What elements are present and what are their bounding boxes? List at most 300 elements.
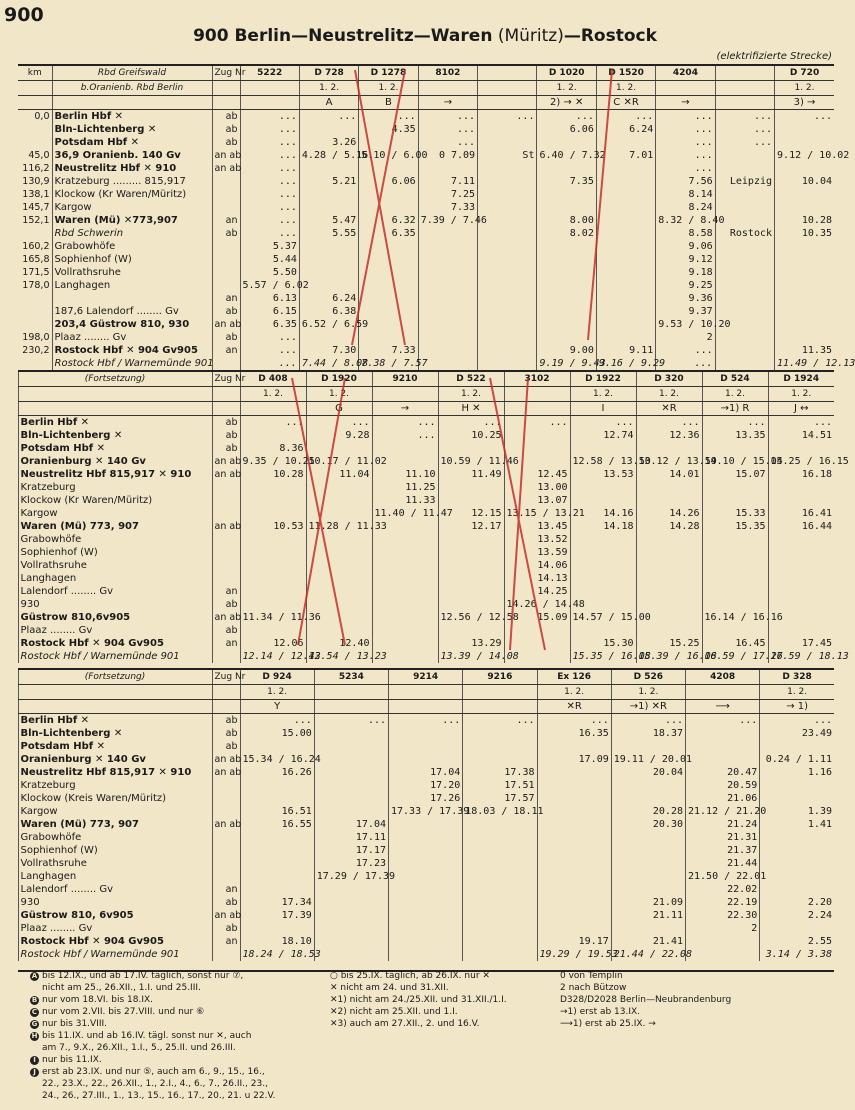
time-cell	[760, 844, 834, 857]
time-cell	[478, 201, 537, 214]
time-cell: ...	[611, 714, 685, 728]
time-cell	[537, 240, 596, 253]
time-cell: 17.17	[314, 844, 388, 857]
time-cell: 9.11	[596, 344, 655, 357]
timetable-row	[18, 598, 834, 611]
time-cell: 13.29	[438, 637, 504, 650]
train-number: D 1924	[768, 372, 834, 387]
time-cell: ...	[372, 416, 438, 430]
time-cell: 17.09	[537, 753, 611, 766]
arr-dep-label: an ab	[212, 318, 240, 331]
time-cell: 13.15 / 13.21	[504, 507, 570, 520]
station-name: Sophienhof (W)	[52, 253, 212, 266]
time-cell: 17.51	[463, 779, 537, 792]
station-name: Kargow	[52, 201, 212, 214]
time-cell	[478, 123, 537, 136]
time-cell: ...	[715, 123, 774, 136]
time-cell	[760, 922, 834, 935]
footnote-line	[560, 1018, 731, 1030]
footnote-text: ✕3) auch am 27.XII., 2. und 16.V.	[330, 1019, 480, 1029]
train-symbol: B	[359, 96, 418, 110]
arr-dep-label: ab	[212, 136, 240, 149]
train-class: 1. 2.	[596, 81, 655, 96]
time-cell	[702, 481, 768, 494]
time-cell	[686, 740, 760, 753]
arr-dep-label: an	[212, 344, 240, 357]
time-cell	[372, 442, 438, 455]
time-cell: 9.12	[656, 253, 715, 266]
time-cell	[715, 149, 774, 162]
time-cell: 10.25	[438, 429, 504, 442]
time-cell	[299, 240, 358, 253]
time-cell	[775, 188, 834, 201]
time-cell: 14.25	[504, 585, 570, 598]
time-cell: 13.12 / 13.59	[636, 455, 702, 468]
train-symbol: →	[372, 402, 438, 416]
station-name: Neustrelitz Hbf 815,917 ✕ 910	[18, 766, 212, 779]
time-cell: ...	[656, 136, 715, 149]
train-symbol: → 1)	[760, 700, 834, 714]
time-cell	[438, 585, 504, 598]
train-class: 1. 2.	[306, 387, 372, 402]
time-cell: 15.09	[504, 611, 570, 624]
station-name: Potsdam Hbf ✕	[18, 740, 212, 753]
time-cell: 21.31	[686, 831, 760, 844]
km-value	[18, 305, 52, 318]
time-cell: 16.59 / 17.26	[702, 650, 768, 663]
arr-dep-label	[212, 507, 240, 520]
timetable-row	[18, 429, 834, 442]
station-name: Rostock Hbf / Warnemünde 901	[18, 948, 212, 961]
time-cell	[760, 857, 834, 870]
km-value: 45,0	[28, 150, 50, 161]
station-name: Bln-Lichtenberg ✕	[52, 123, 212, 136]
time-cell	[537, 818, 611, 831]
arr-dep-label	[212, 792, 240, 805]
train-symbol: Y	[240, 700, 314, 714]
page-title	[0, 26, 850, 46]
station-name: Kargow	[18, 507, 212, 520]
time-cell: 22.02	[686, 883, 760, 896]
train-number: D 728	[299, 66, 358, 81]
timetable-row	[18, 507, 834, 520]
time-cell: 14.13	[504, 572, 570, 585]
time-cell	[715, 331, 774, 344]
time-cell: 6.40 / 7.32	[537, 149, 596, 162]
arr-dep-label: ab	[212, 123, 240, 136]
time-cell: 12.17	[438, 520, 504, 533]
time-cell	[596, 227, 655, 240]
time-cell: 11.49	[438, 468, 504, 481]
timetable-row	[18, 175, 834, 188]
time-cell: 6.24	[299, 292, 358, 305]
time-cell: Leipzig	[715, 175, 774, 188]
time-cell: 5.21	[299, 175, 358, 188]
time-cell	[418, 318, 477, 331]
footnote-line	[330, 1006, 507, 1018]
timetable-row	[18, 870, 834, 883]
station-name: Grabowhöfe	[52, 240, 212, 253]
time-cell: 17.33 / 17.39	[389, 805, 463, 818]
time-cell	[611, 831, 685, 844]
footnote-line	[330, 970, 507, 982]
footnote-line	[30, 1042, 275, 1054]
footnote-line	[330, 982, 507, 994]
time-cell: 21.41	[611, 935, 685, 948]
time-cell: 2.55	[760, 935, 834, 948]
arr-dep-label	[212, 175, 240, 188]
station-name: Waren (Mü) ✕773,907	[52, 214, 212, 227]
zug-label: Zug Nr	[212, 670, 240, 685]
time-cell	[702, 598, 768, 611]
station-cell	[18, 402, 212, 416]
time-cell: 21.24	[686, 818, 760, 831]
time-cell	[775, 201, 834, 214]
footnote-mark: C	[31, 1008, 38, 1016]
time-cell	[359, 240, 418, 253]
time-cell: ...	[478, 110, 537, 124]
time-cell: 0.24 / 1.11	[760, 753, 834, 766]
time-cell: 10.53	[240, 520, 306, 533]
train-symbol: ✕R	[537, 700, 611, 714]
section-header-left2	[18, 387, 212, 402]
timetable-row	[18, 883, 834, 896]
time-cell	[463, 948, 537, 961]
time-cell	[359, 292, 418, 305]
arr-dep-label: ab	[212, 110, 240, 124]
time-cell	[389, 857, 463, 870]
station-name: Grabowhöfe	[18, 533, 212, 546]
time-cell: 6.06	[537, 123, 596, 136]
time-cell	[504, 442, 570, 455]
time-cell	[389, 753, 463, 766]
station-name: Grabowhöfe	[18, 831, 212, 844]
footnote-text: 22., 23.X., 22., 26.XII., 1., 2.I., 4., 6., 7., 26.II., 23.,	[42, 1079, 268, 1089]
time-cell	[418, 292, 477, 305]
time-cell	[359, 266, 418, 279]
time-cell	[359, 188, 418, 201]
spacer-cell	[212, 685, 240, 700]
time-cell: ...	[463, 714, 537, 728]
train-symbol: →	[656, 96, 715, 110]
time-cell	[768, 572, 834, 585]
station-name: Neustrelitz Hbf ✕ 910	[52, 162, 212, 175]
time-cell	[702, 572, 768, 585]
time-cell	[314, 948, 388, 961]
train-number: D 1278	[359, 66, 418, 81]
time-cell	[775, 240, 834, 253]
time-cell	[686, 948, 760, 961]
train-class: 1. 2.	[702, 387, 768, 402]
time-cell: 13.35	[702, 429, 768, 442]
time-cell	[715, 344, 774, 357]
station-name: Berlin Hbf ✕	[52, 110, 212, 124]
station-name: Kratzeburg ......... 815,917	[52, 175, 212, 188]
time-cell: 9.53 / 10.20	[656, 318, 715, 331]
time-cell	[299, 123, 358, 136]
timetable-row	[18, 637, 834, 650]
station-name: Langhagen	[18, 870, 212, 883]
train-class	[389, 685, 463, 700]
time-cell: 8.24	[656, 201, 715, 214]
time-cell	[596, 162, 655, 175]
station-name: Vollrathsruhe	[18, 857, 212, 870]
time-cell: 11.40 / 11.47	[372, 507, 438, 520]
time-cell	[463, 935, 537, 948]
time-cell: 6.13	[240, 292, 299, 305]
station-name: Berlin Hbf ✕	[18, 714, 212, 728]
time-cell: ...	[240, 110, 299, 124]
time-cell: 17.57	[463, 792, 537, 805]
time-cell	[463, 844, 537, 857]
symbol-row	[18, 700, 834, 714]
footnote-line	[560, 982, 731, 994]
footnote-text: nur bis 31.VIII.	[42, 1019, 108, 1029]
time-cell	[686, 753, 760, 766]
time-cell	[537, 266, 596, 279]
time-cell	[240, 844, 314, 857]
time-cell	[702, 585, 768, 598]
station-name: Sophienhof (W)	[18, 844, 212, 857]
time-cell: 8.02	[537, 227, 596, 240]
train-class: 1. 2.	[768, 387, 834, 402]
train-number: D 522	[438, 372, 504, 387]
time-cell: ...	[760, 714, 834, 728]
time-cell	[596, 136, 655, 149]
arr-dep-label	[212, 481, 240, 494]
train-number: 9210	[372, 372, 438, 387]
time-cell	[359, 253, 418, 266]
time-cell: 17.04	[389, 766, 463, 779]
train-number-row	[18, 66, 834, 81]
time-cell: ...	[656, 162, 715, 175]
footnote-text: ○ bis 25.IX. täglich, ab 26.IX. nur ✕	[330, 971, 490, 981]
time-cell	[478, 188, 537, 201]
arr-dep-label	[212, 805, 240, 818]
time-cell	[389, 818, 463, 831]
timetable-row	[18, 909, 834, 922]
time-cell: 15.35 / 16.08	[570, 650, 636, 663]
timetable-2	[18, 372, 849, 663]
class-row	[18, 387, 834, 402]
footnote-text: 2 nach Bützow	[560, 983, 627, 993]
train-class	[314, 685, 388, 700]
train-number: D 720	[775, 66, 834, 81]
train-number: D 408	[240, 372, 306, 387]
timetable-row	[18, 533, 834, 546]
timetable-row	[18, 753, 834, 766]
train-number: D 524	[702, 372, 768, 387]
time-cell: 21.37	[686, 844, 760, 857]
train-number: Ex 126	[537, 670, 611, 685]
station-name: 36,9 Oranienb. 140 Gv	[52, 149, 212, 162]
time-cell: 19.17	[537, 935, 611, 948]
time-cell	[389, 727, 463, 740]
time-cell	[299, 266, 358, 279]
arr-dep-label: ab	[212, 227, 240, 240]
time-cell: 15.25 / 16.15	[768, 455, 834, 468]
time-cell: ...	[715, 110, 774, 124]
train-symbol	[240, 96, 299, 110]
arr-dep-label	[212, 831, 240, 844]
time-cell	[240, 481, 306, 494]
time-cell	[372, 624, 438, 637]
time-cell	[775, 305, 834, 318]
timetable-row	[18, 292, 834, 305]
train-number: 4208	[686, 670, 760, 685]
time-cell	[537, 857, 611, 870]
time-cell	[715, 240, 774, 253]
time-cell	[596, 201, 655, 214]
time-cell	[537, 201, 596, 214]
time-cell	[596, 253, 655, 266]
timetable-row	[18, 136, 834, 149]
time-cell: 22.30	[686, 909, 760, 922]
time-cell	[418, 344, 477, 357]
train-symbol: H ✕	[438, 402, 504, 416]
train-symbol: →1) R	[702, 402, 768, 416]
timetable-row	[18, 611, 834, 624]
time-cell: 17.45	[768, 637, 834, 650]
time-cell	[636, 546, 702, 559]
section-header-left: (Fortsetzung)	[18, 372, 212, 387]
time-cell	[715, 201, 774, 214]
arr-dep-label: ab	[212, 598, 240, 611]
time-cell	[438, 533, 504, 546]
time-cell: 12.56 / 12.58	[438, 611, 504, 624]
time-cell: 18.37	[611, 727, 685, 740]
time-cell: ...	[240, 123, 299, 136]
time-cell	[372, 598, 438, 611]
time-cell	[389, 935, 463, 948]
time-cell	[306, 559, 372, 572]
time-cell	[596, 279, 655, 292]
station-name: 930	[18, 896, 212, 909]
timetable-row	[18, 805, 834, 818]
time-cell	[240, 585, 306, 598]
time-cell	[240, 883, 314, 896]
time-cell: 23.49	[760, 727, 834, 740]
timetable-row	[18, 520, 834, 533]
time-cell	[240, 533, 306, 546]
station-name: Potsdam Hbf ✕	[52, 136, 212, 149]
train-number: D 1520	[596, 66, 655, 81]
time-cell	[306, 598, 372, 611]
time-cell	[537, 740, 611, 753]
class-row	[18, 685, 834, 700]
time-cell	[537, 844, 611, 857]
time-cell	[359, 305, 418, 318]
footnote-text: am 7., 9.X., 26.XII., 1.I., 5., 25.II. und 26.III.	[42, 1043, 236, 1053]
time-cell: 0 7.09	[418, 149, 477, 162]
km-value: 178,0	[22, 280, 50, 291]
time-cell: 13.52	[504, 533, 570, 546]
station-name: Rostock Hbf ✕ 904 Gv905	[52, 344, 212, 357]
train-class: 1. 2.	[636, 387, 702, 402]
station-name: Oranienburg ✕ 140 Gv	[18, 753, 212, 766]
time-cell: 20.30	[611, 818, 685, 831]
arr-dep-label: an ab	[212, 909, 240, 922]
time-cell	[537, 831, 611, 844]
time-cell	[299, 188, 358, 201]
time-cell: 12.15	[438, 507, 504, 520]
station-name: Klockow (Kr Waren/Müritz)	[52, 188, 212, 201]
arr-dep-label	[212, 546, 240, 559]
station-name: Waren (Mü) 773, 907	[18, 818, 212, 831]
timetable-row	[18, 779, 834, 792]
time-cell	[463, 922, 537, 935]
footnote-mark: A	[31, 972, 38, 980]
time-cell: 13.39 / 14.08	[438, 650, 504, 663]
time-cell	[240, 740, 314, 753]
time-cell	[775, 162, 834, 175]
arr-dep-label	[212, 559, 240, 572]
time-cell: 11.34 / 11.36	[240, 611, 306, 624]
time-cell: 9.12 / 10.02	[775, 149, 834, 162]
time-cell	[636, 572, 702, 585]
time-cell: 7.35	[537, 175, 596, 188]
station-name: 930	[18, 598, 212, 611]
time-cell: ...	[656, 110, 715, 124]
timetable-row	[18, 149, 834, 162]
time-cell	[478, 253, 537, 266]
time-cell	[570, 533, 636, 546]
station-name: Langhagen	[52, 279, 212, 292]
timetable-row	[18, 585, 834, 598]
time-cell	[775, 318, 834, 331]
time-cell: 5.44	[240, 253, 299, 266]
time-cell: 8.14	[656, 188, 715, 201]
station-name: Berlin Hbf ✕	[18, 416, 212, 430]
time-cell: ...	[775, 110, 834, 124]
time-cell: 21.06	[686, 792, 760, 805]
time-cell: ...	[240, 188, 299, 201]
class-row	[18, 81, 834, 96]
arr-dep-label: ab	[212, 416, 240, 430]
station-name: Plaaz ........ Gv	[18, 624, 212, 637]
arr-dep-label	[212, 844, 240, 857]
time-cell	[314, 779, 388, 792]
time-cell: ...	[240, 357, 299, 370]
timetable-row	[18, 766, 834, 779]
time-cell: 17.59 / 18.13	[768, 650, 834, 663]
time-cell	[760, 779, 834, 792]
timetable-row	[18, 494, 834, 507]
train-number: D 526	[611, 670, 685, 685]
footnote-text: nur vom 18.VI. bis 18.IX.	[42, 995, 154, 1005]
time-cell	[768, 442, 834, 455]
time-cell	[611, 792, 685, 805]
time-cell: 16.14 / 16.16	[702, 611, 768, 624]
km-value: 171,5	[22, 267, 50, 278]
time-cell	[715, 305, 774, 318]
time-cell: ...	[299, 110, 358, 124]
time-cell	[775, 279, 834, 292]
station-name: Plaaz ........ Gv	[52, 331, 212, 344]
timetable-row	[18, 162, 834, 175]
station-name: Lalendorf ........ Gv	[18, 585, 212, 598]
arr-dep-label: an ab	[212, 149, 240, 162]
time-cell	[760, 883, 834, 896]
time-cell	[240, 494, 306, 507]
time-cell	[636, 533, 702, 546]
time-cell	[775, 123, 834, 136]
time-cell: 14.26 / 14.48	[504, 598, 570, 611]
time-cell: 8.00	[537, 214, 596, 227]
time-cell: 7.01	[596, 149, 655, 162]
arr-dep-label: an	[212, 214, 240, 227]
time-cell: 7.44 / 8.08	[299, 357, 358, 370]
